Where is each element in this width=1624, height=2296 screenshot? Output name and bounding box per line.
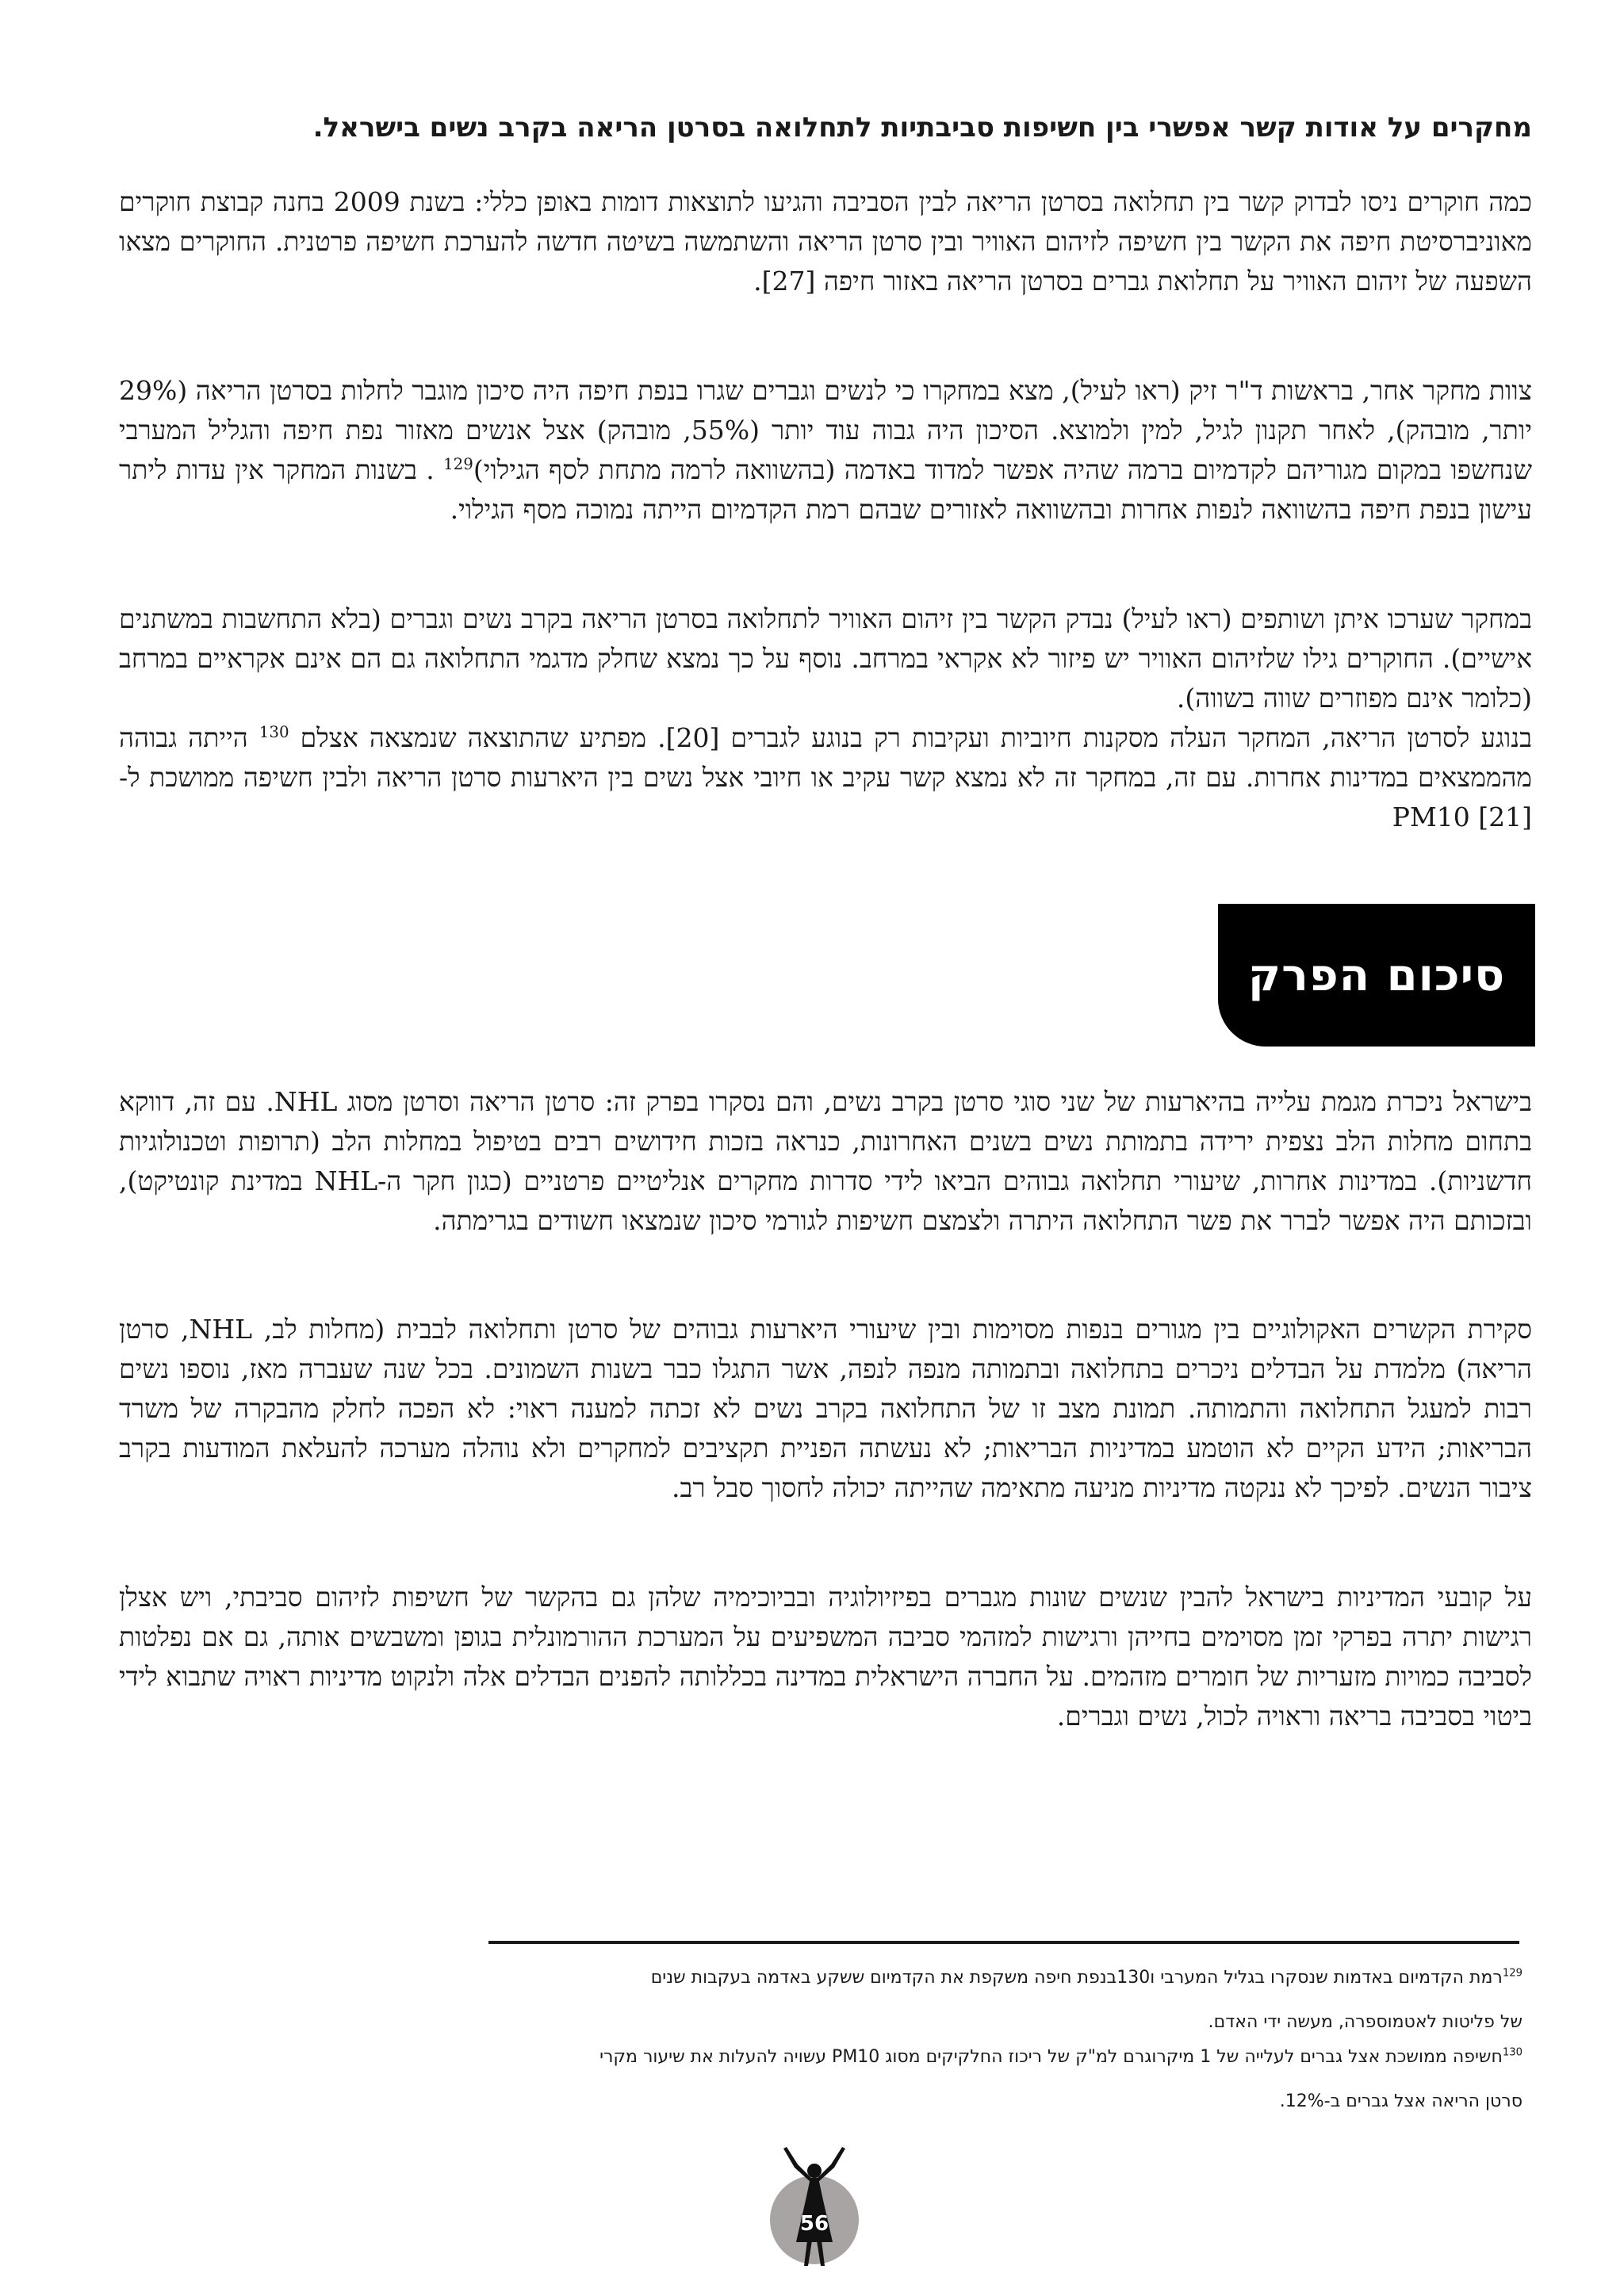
- paragraph-haifa-study: [119, 182, 1532, 301]
- footnote-continuation: של פליטות לאטמוספרה, מעשה ידי האדם.: [1208, 2012, 1522, 2032]
- summary-paragraph-1: [119, 1082, 1532, 1241]
- footnote-number: 129: [1502, 1967, 1522, 1980]
- section-heading: מחקרים על אודות קשר אפשרי בין חשיפות סביבתיות לתחלואה בסרטן הריאה בקרב נשים בישראל.: [312, 112, 1532, 144]
- footnote-continuation: סרטן הריאה אצל גברים ב-12%.: [1279, 2091, 1522, 2111]
- chapter-summary-banner: [1218, 904, 1535, 1047]
- paragraph-text: סקירת הקשרים האקולוגיים בין מגורים בנפות מסוימות ובין שיעורי היארעות גבוהים של סרטן ותחלואה לבבית (מחלות לב, NHL, סרטן הריאה) מלמדת על הבדלים ניכרים בתחלואה ובתמותה מנפה לנפה, אשר התגלו כבר בשנות השמונים. בכל שנה שעברה מאז, נוספו נשים רבות למעגל התחלואה והתמותה. תמונת מצב זו של התחלואה בקרב נשים לא זכתה למענה ראוי: לא הפכה לחלק מהבקרה של משרד הבריאות; הידע הקיים לא הוטמע במדיניות הבריאות; לא נעשתה הפניית תקציבים למחקרים ולא נוהלה מערכה להעלאת המודעות בקרב ציבור הנשים. לפיכך לא ננקטה מדיניות מניעה מתאימה שהייתה יכולה לחסוך סבל רב.: [119, 1314, 1532, 1503]
- footnote-divider: [488, 1941, 1519, 1944]
- paragraph-text: צוות מחקר אחר, בראשות ד"ר זיק (ראו לעיל), מצא במחקרו כי לנשים וגברים שגרו בנפת חיפה היה סיכון מוגבר לחלות בסרטן הריאה (29% יותר, מובהק), לאחר תקנון לגיל, למין ולמוצא. הסיכון היה גבוה עוד יותר (55%, מובהק) אצל אנשים מאזור נפת חיפה והגליל המערבי שנחשפו במקום מגוריהם לקדמיום ברמה שהיה אפשר למדוד באדמה (בהשוואה לרמה מתחת לסף הגילוי): [119, 375, 1532, 485]
- page-number: 56: [799, 2212, 829, 2236]
- paragraph-text: כמה חוקרים ניסו לבדוק קשר בין תחלואה בסרטן הריאה לבין הסביבה והגיעו לתוצאות דומות באופן כללי: בשנת 2009 בחנה קבוצת חוקרים מאוניברסיטת חיפה את הקשר בין חשיפה לזיהום האוויר ובין סרטן הריאה והשתמשה בשיטה חדשה להערכת חשיפה פרטנית. החוקרים מצאו השפעה של זיהום האוויר על תחלואת גברים בסרטן הריאה באזור חיפה [27].: [119, 186, 1532, 297]
- paragraph-text: במחקר שערכו איתן ושותפים (ראו לעיל) נבדק הקשר בין זיהום האוויר לתחלואה בסרטן הריאה בקרב נשים וגברים (בלא התחשבות במשתנים אישיים). החוקרים גילו שלזיהום האוויר יש פיזור לא אקראי במרחב. נוסף על כך נמצא שחלק מדגמי התחלואה גם הם אינם אקראיים במרחב (כלומר אינם מפוזרים שווה בשווה).: [119, 603, 1532, 714]
- footnote-ref-130[interactable]: 130: [259, 723, 289, 741]
- dancing-woman-logo-icon: [755, 2141, 874, 2267]
- paragraph-text: בישראל ניכרת מגמת עלייה בהיארעות של שני סוגי סרטן בקרב נשים, והם נסקרו בפרק זה: סרטן הריאה וסרטן מסוג NHL. עם זה, דווקא בתחום מחלות הלב נצפית ירידה בתמותת נשים בשנים האחרונות, כנראה בזכות חידושים רבים בטיפול במחלות הלב (תרופות וטכנולוגיות חדשניות). במדינות אחרות, שיעורי תחלואה גבוהים הביאו לידי סדרות מחקרים אנליטיים פרטניים (כגון חקר ה-NHL במדינת קונטיקט), ובזכותם היה אפשר לברר את פשר התחלואה היתרה ולצמצם חשיפות לגורמי סיכון שנמצאו חשודים בגרימתה.: [119, 1086, 1533, 1236]
- paragraph-text: . בשנות המחקר אין עדות ליתר עישון בנפת חיפה בהשוואה לנפות אחרות ובהשוואה לאזורים שבהם רמת הקדמיום הייתה נמוכה מסף הגילוי.: [119, 454, 1532, 525]
- paragraph-zik-study: [119, 371, 1532, 530]
- footnote-130: [119, 2045, 1522, 2114]
- footnote-text: חשיפה ממושכת אצל גברים לעלייה של 1 מיקרוגרם למ"ק של ריכוז החלקיקים מסוג PM10 עשויה להעלות את שיעור מקרי: [599, 2047, 1503, 2067]
- chapter-summary-title: סיכום הפרק: [1247, 949, 1506, 1001]
- paragraph-text: בנוגע לסרטן הריאה, המחקר העלה מסקנות חיוביות ועקיבות רק בנוגע לגברים [20]. מפתיע שהתוצאה שנמצאה אצלם: [289, 722, 1532, 753]
- footnote-129: [119, 1966, 1522, 2034]
- paragraph-eitan-study: [119, 599, 1532, 837]
- paragraph-text: הייתה גבוהה מהממצאים במדינות אחרות. עם זה, במחקר זה לא נמצא קשר עקיב או חיובי אצל נשים בין היארעות סרטן הריאה ולבין חשיפה ממושכת ל- PM10 [21]: [119, 722, 1532, 832]
- summary-paragraph-3: [119, 1578, 1532, 1736]
- footnote-text: רמת הקדמיום באדמות שנסקרו בגליל המערבי ו130בנפת חיפה משקפת את הקדמיום ששקע באדמה בעקבות שנים: [650, 1968, 1503, 1988]
- summary-paragraph-2: [119, 1310, 1532, 1508]
- footnote-number: 130: [1502, 2046, 1522, 2059]
- paragraph-text: על קובעי המדיניות בישראל להבין שנשים שונות מגברים בפיזיולוגיה ובביוכימיה שלהן גם בהקשר של חשיפות לזיהום סביבתי, ויש אצלן רגישות יתרה בפרקי זמן מסוימים בחייהן ורגישות למזהמי סביבה המשפיעים על המערכת ההורמונלית בגופן ומשבשים אותה, גם אם נפלטות לסביבה כמויות מזעריות של חומרים מזהמים. על החברה הישראלית במדינה בכללותה להפנים הבדלים אלה ולנקוט מדיניות ראויה שתבוא לידי ביטוי בסביבה בריאה וראויה לכול, נשים וגברים.: [119, 1582, 1532, 1732]
- footnote-ref-129[interactable]: 129: [443, 455, 473, 473]
